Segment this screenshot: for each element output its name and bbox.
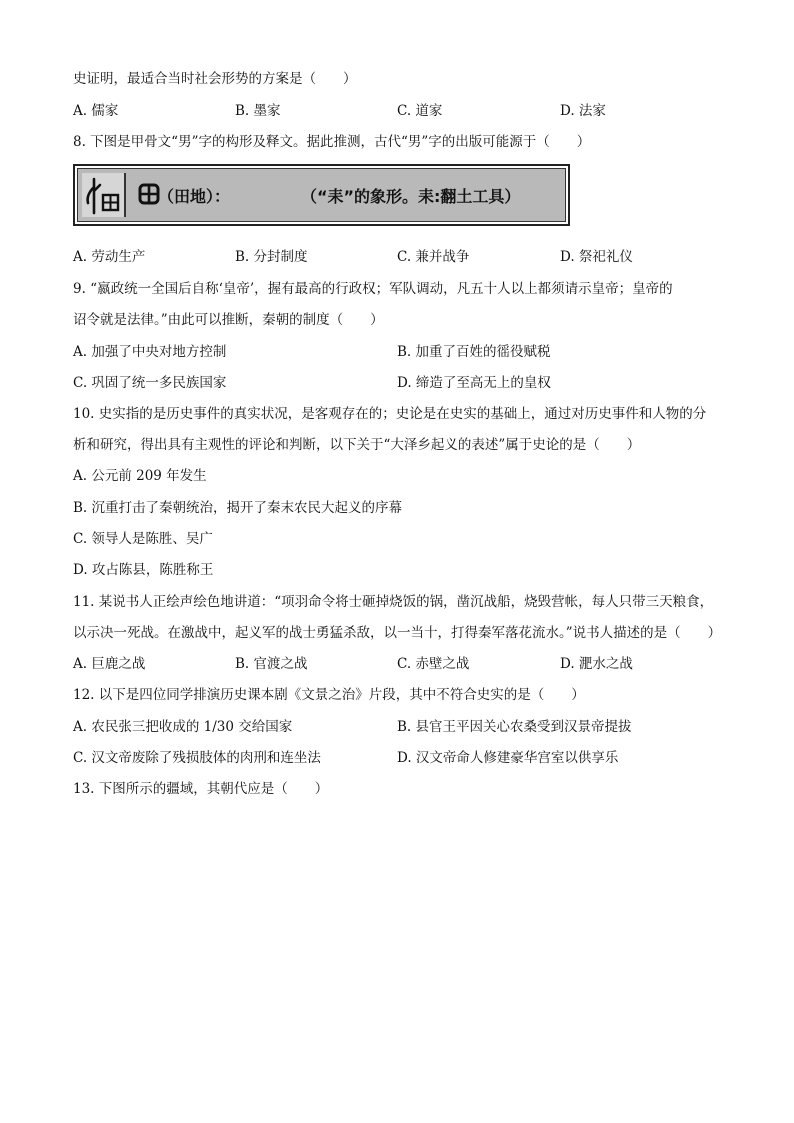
q12-option-d[interactable]: D. 汉文帝命人修建豪华宫室以供享乐: [397, 750, 619, 766]
q11-option-b[interactable]: B. 官渡之战: [235, 656, 308, 672]
q8-stem: 8. 下图是甲骨文“男”字的构形及释文。据此推测，古代“男”字的出版可能源于（ ）: [73, 134, 591, 150]
q12-option-c[interactable]: C. 汉文帝废除了残损肢体的肉刑和连坐法: [73, 750, 321, 766]
q13-stem: 13. 下图所示的疆域，其朝代应是（ ）: [73, 781, 329, 797]
q7-option-a[interactable]: A. 儒家: [73, 103, 119, 119]
q8-option-b[interactable]: B. 分封制度: [235, 249, 308, 265]
q9-option-b[interactable]: B. 加重了百姓的徭役赋税: [397, 344, 551, 360]
q10-option-b[interactable]: B. 沉重打击了秦朝统治，揭开了秦末农民大起义的序幕: [73, 500, 403, 516]
q11-option-a[interactable]: A. 巨鹿之战: [73, 656, 146, 672]
q7-option-d[interactable]: D. 法家: [560, 103, 606, 119]
q10-stem-line1: 10. 史实指的是历史事件的真实状况，是客观存在的；史论是在史实的基础上，通过对历史事件和人物的分: [73, 406, 707, 422]
oracle-bone-nan-character: [82, 173, 126, 217]
q9-stem-line1: 9. “嬴政统一全国后自称‘皇帝’，握有最高的行政权；军队调动，凡五十人以上都须请示皇帝；皇帝的: [73, 281, 673, 297]
q9-option-d[interactable]: D. 缔造了至高无上的皇权: [397, 375, 551, 391]
q10-stem-line2: 析和研究，得出具有主观性的评论和判断，以下关于“大泽乡起义的表述”属于史论的是（ ）: [73, 437, 641, 453]
oracle-nan-glyph-icon: [82, 173, 124, 217]
q11-stem-line1: 11. 某说书人正绘声绘色地讲道：“项羽命令将士砸掉烧饭的锅，凿沉战船，烧毁营帐，每人只带三天粮食，: [73, 594, 714, 610]
q7-stem-tail: 史证明，最适合当时社会形势的方案是（ ）: [73, 71, 357, 87]
figure-field-label: （田地）：: [158, 187, 231, 206]
figure-plough-label: （“耒”的象形。耒:翻土工具）: [301, 187, 521, 206]
q9-stem-line2: 诏令就是法律。”由此可以推断，秦朝的制度（ ）: [73, 312, 384, 328]
q12-option-b[interactable]: B. 县官王平因关心农桑受到汉景帝提拔: [397, 719, 632, 735]
q7-option-c[interactable]: C. 道家: [397, 103, 443, 119]
q9-option-c[interactable]: C. 巩固了统一多民族国家: [73, 375, 227, 391]
q10-option-a[interactable]: A. 公元前 209 年发生: [73, 468, 207, 484]
q12-stem: 12. 以下是四位同学排演历史课本剧《文景之治》片段，其中不符合史实的是（ ）: [73, 687, 585, 703]
q12-option-a[interactable]: A. 农民张三把收成的 1/30 交给国家: [73, 719, 293, 735]
field-glyph-icon: [138, 183, 160, 205]
oracle-bone-figure: [73, 164, 570, 226]
q7-option-b[interactable]: B. 墨家: [235, 103, 281, 119]
q8-option-c[interactable]: C. 兼并战争: [397, 249, 470, 265]
q10-option-d[interactable]: D. 攻占陈县，陈胜称王: [73, 562, 214, 578]
q11-option-d[interactable]: D. 淝水之战: [560, 656, 633, 672]
q11-stem-line2: 以示决一死战。在激战中，起义军的战士勇猛杀敌，以一当十，打得秦军落花流水。”说书人描述的是（ ）: [73, 625, 722, 641]
q8-option-d[interactable]: D. 祭祀礼仪: [560, 249, 633, 265]
q9-option-a[interactable]: A. 加强了中央对地方控制: [73, 344, 227, 360]
q11-option-c[interactable]: C. 赤壁之战: [397, 656, 470, 672]
q8-option-a[interactable]: A. 劳动生产: [73, 249, 146, 265]
q10-option-c[interactable]: C. 领导人是陈胜、吴广: [73, 531, 213, 547]
